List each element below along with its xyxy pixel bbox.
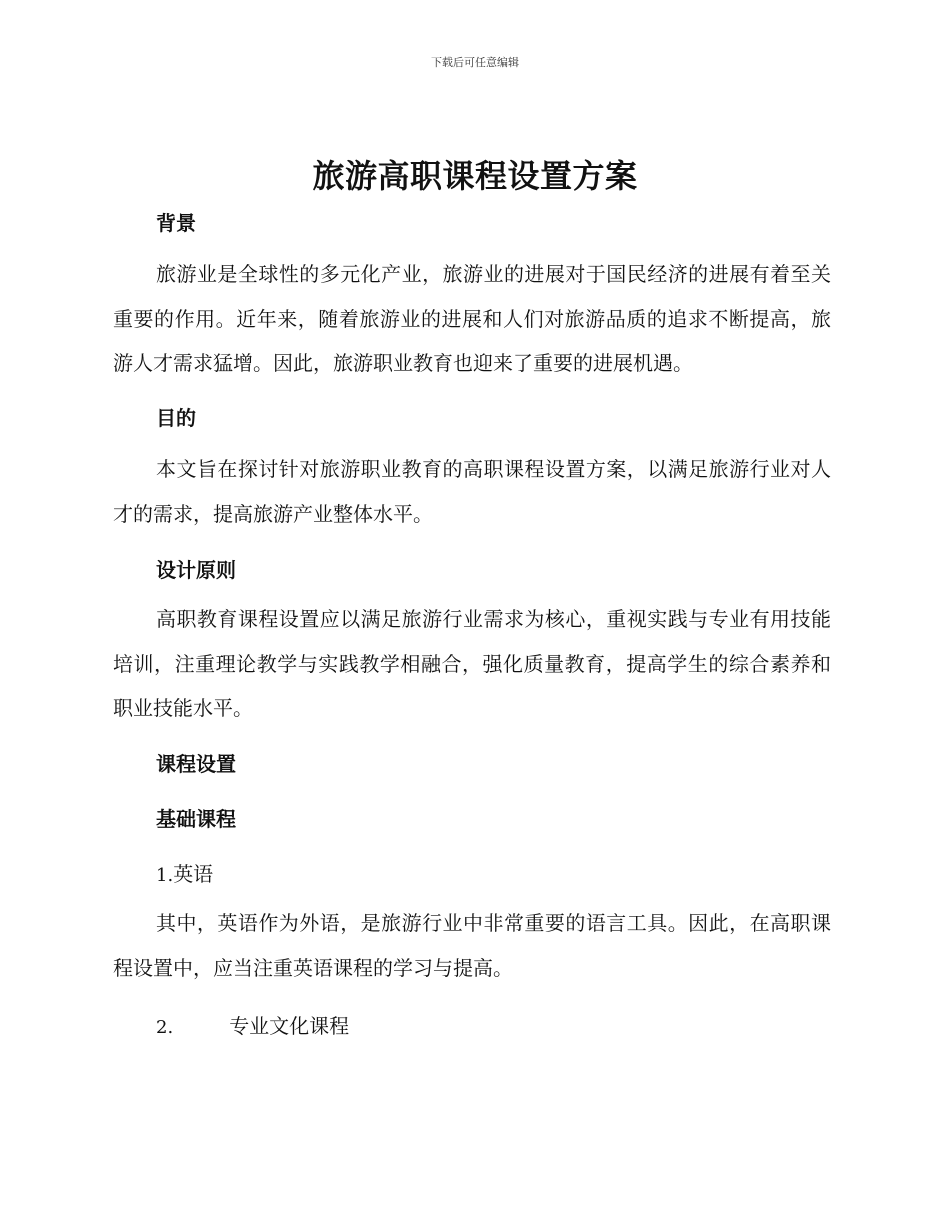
section-heading-curriculum: 课程设置 [156,752,236,776]
section-heading-background: 背景 [156,211,196,235]
paragraph-principles: 高职教育课程设置应以满足旅游行业需求为核心，重视实践与专业有用技能培训，注重理论教学与实践教学相融合，强化质量教育，提高学生的综合素养和职业技能水平。 [113,607,831,720]
page-header: 下载后可任意编辑 [431,56,519,69]
list-item-label: 专业文化课程 [229,1014,350,1038]
list-item-number: 2. [156,1017,174,1038]
paragraph-background: 旅游业是全球性的多元化产业，旅游业的进展对于国民经济的进展有着至关重要的作用。近年来，随着旅游业的进展和人们对旅游品质的追求不断提高，旅游人才需求猛增。因此，旅游职业教育也迎来了重要的进展机遇。 [113,262,831,375]
list-item-label: 英语 [173,862,214,886]
list-item-professional-culture [156,1010,349,1039]
section-heading-principles: 设计原则 [156,558,236,582]
subsection-heading-basic-courses: 基础课程 [156,807,236,831]
section-heading-purpose: 目的 [156,406,196,430]
list-item-number: 1. [156,865,174,886]
document-title: 旅游高职课程设置方案 [312,157,638,195]
list-item-english [156,858,213,887]
paragraph-english: 其中，英语作为外语，是旅游行业中非常重要的语言工具。因此，在高职课程设置中，应当注重英语课程的学习与提高。 [113,911,831,980]
paragraph-purpose: 本文旨在探讨针对旅游职业教育的高职课程设置方案，以满足旅游行业对人才的需求，提高旅游产业整体水平。 [113,457,831,526]
